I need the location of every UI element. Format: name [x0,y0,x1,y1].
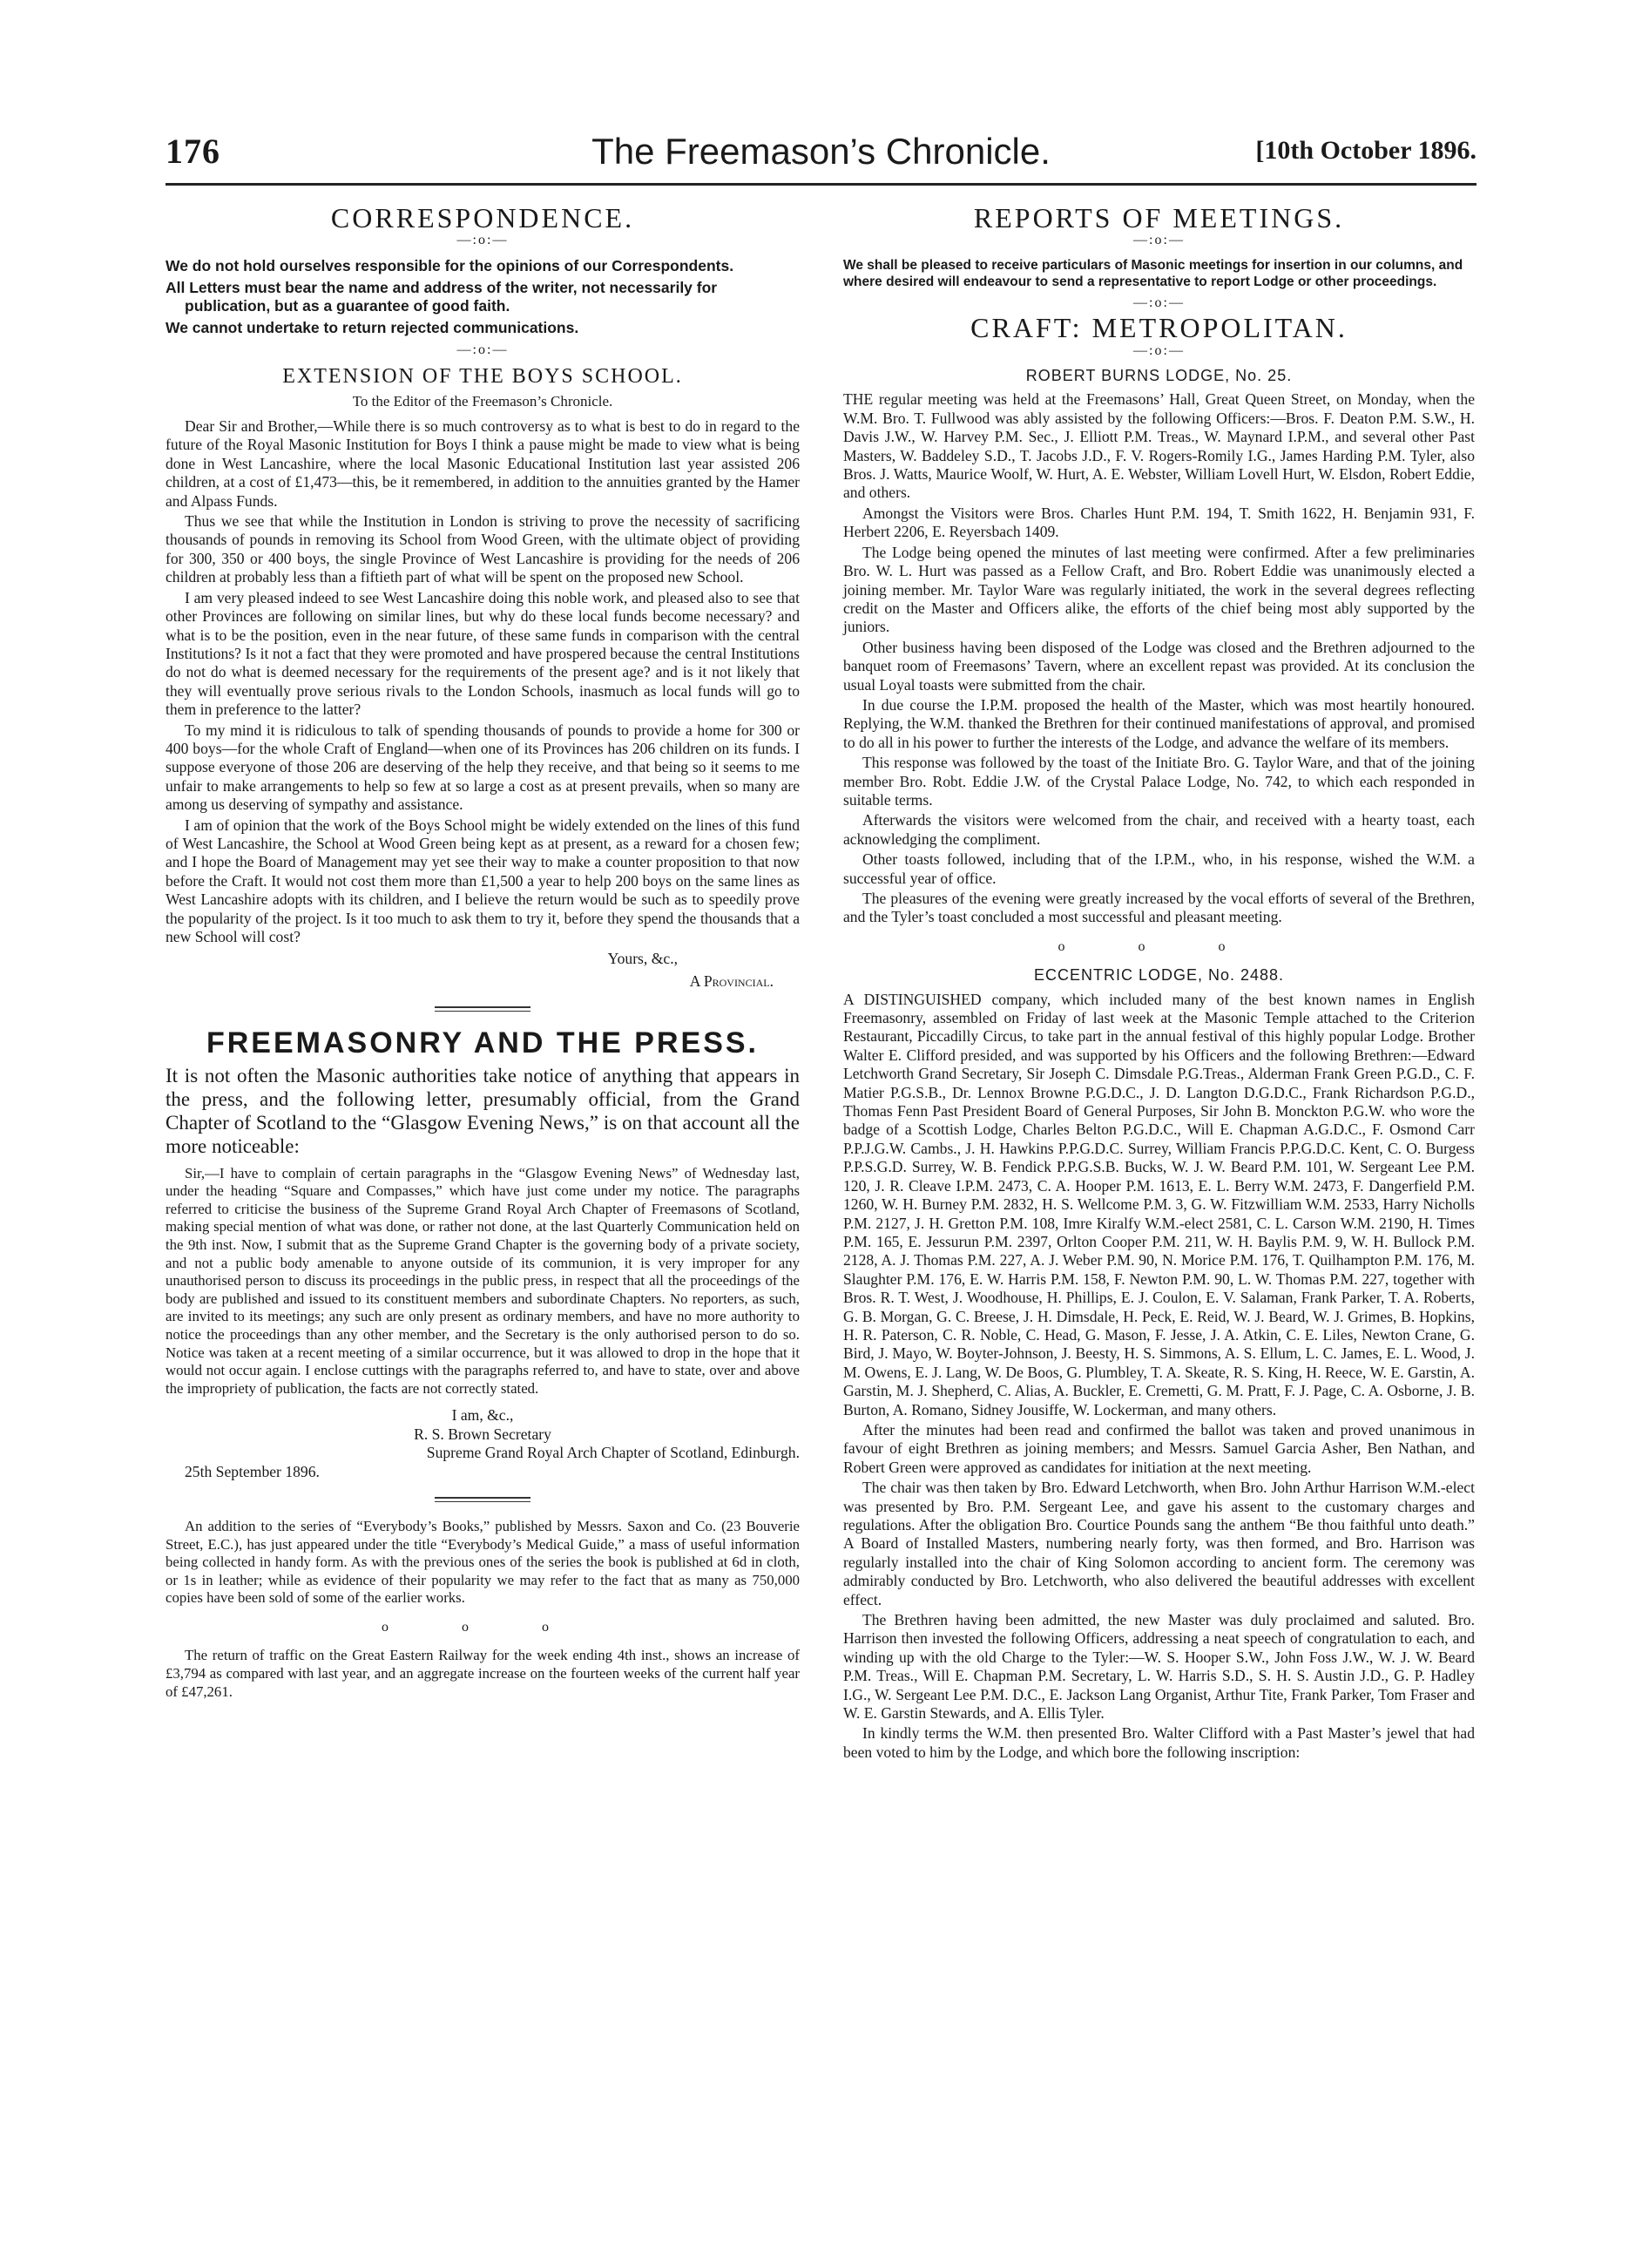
paragraph: The pleasures of the evening were greatly increased by the vocal efforts of several of the Brethren, and the Tyler’s toast concluded a most successful and pleasant meeting. [843,890,1475,926]
ornament: —:o:— [1133,295,1185,310]
reports-title: REPORTS OF MEETINGS. [973,202,1345,234]
right-column [843,202,1475,1764]
editorial-note: All Letters must bear the name and address of the writer, not necessarily for publication, but as a guarantee of good faith. [166,278,718,315]
extension-title: EXTENSION OF THE BOYS SCHOOL. [282,365,683,389]
editorial-note: We cannot undertake to return rejected communications. [166,318,579,336]
paragraph: The Brethren having been admitted, the new Master was duly proclaimed and saluted. Bro. Harrison then invested the following Officers, addressing a neat speech of congratulation to each, and winding up with the old Charge to the Tyler:—W. S. Hooper S.W., John Foss J.W., W. J. W. Beard P.M. Treas., Will E. Chapman P.M. Secretary, L. W. Harris S.D., S. H. S. Austin J.D., G. P. Hadley I.G., W. Sergeant Lee P.M. D.C., E. Jackson Lang Organist, Arthur Tite, Frank Parker, Tom Fraser and W. E. Garstin Stewards, and A. Ellis Tyler. [843,1611,1475,1723]
page-number: 176 [166,132,220,171]
signature: A Provincial. [689,972,774,990]
letter-body: Sir,—I have to complain of certain paragraphs in the “Glasgow Evening News” of Wednesday last, under the heading “Square and Compasses,” which have just come under my notice. The paragraphs referred to criticise the business of the Supreme Grand Royal Arch Chapter of Freemasons of Scotland, making special mention of what was done, or rather not done, at the last Quarterly Communication held on the 9th inst. Now, I submit that as the Supreme Grand Chapter is the governing body of a private society, and not a public body amenable to anyone outside of its communion, it is very improper for any unauthorised person to discuss its proceedings in the public press, in respect that all the proceedings of the body are published and issued to its constituent members and subordinate Chapters. No reporters, as such, are invited to its meetings; any such are only present as ordinary members, and have no more authority to notice the proceedings than any other member, and the Secretary is the only authorised person to do so. Notice was taken at a recent meeting of a similar occurrence, but it was allowed to drop in the hope that it would not occur again. I enclose cuttings with the paragraphs referred to, and have to state, over and above the impropriety of publication, the facts are not correctly stated. [166,1164,800,1397]
correspondence-title: CORRESPONDENCE. [330,202,635,234]
extension-subtitle: To the Editor of the Freemason’s Chronicle. [352,392,613,410]
masthead-title: The Freemason’s Chronicle. [591,131,1051,172]
ornament: —:o:— [1133,342,1185,358]
paragraph: Thus we see that while the Institution in London is striving to prove the necessity of sacrificing thousands of pounds in removing its School from Wood Green, with the ultimate object of providing for 300, 350 or 400 boys, the single Province of West Lancashire is providing for the needs of 206 children at probably less than a fiftieth part of what will be spent on the proposed new School. [166,512,800,586]
lodge-title: ROBERT BURNS LODGE, No. 25. [1025,367,1293,385]
paragraph: After the minutes had been read and confirmed the ballot was taken and proved unanimous in favour of eight Brethren as joining members; and Messrs. Samuel Garcia Asher, Ben Nathan, and Robert Green were approved as candidates for initiation at the next meeting. [843,1420,1475,1476]
paragraph: I am very pleased indeed to see West Lancashire doing this noble work, and pleased also to see that other Provinces are following on similar lines, but why do these local funds become necessary? and what is to be the position, even in the near future, of these same funds in comparison with the central Institutions? Is it not a fact that they were promoted and have prospered because the central Institutions do not do what is deemed necessary for the requirements of the present age? and is it not likely that they will eventually prove serious rivals to the London Schools, inasmuch as local funds will go to them in preference to the latter? [166,588,800,719]
paragraph: The return of traffic on the Great Eastern Railway for the week ending 4th inst., shows an increase of £3,794 as compared with last year, and an aggregate increase on the fourteen weeks of the current half year of £47,261. [166,1647,800,1700]
paragraph: An addition to the series of “Everybody’s Books,” published by Messrs. Saxon and Co. (23 Bouverie Street, E.C.), has just appeared under the title “Everybody’s Medical Guide,” a mass of useful information being collected in handy form. As with the previous ones of the series the book is published at 6d in cloth, or 1s in leather; while as evidence of their popularity we may refer to the fact that as many as 750,000 copies have been sold of some of the earlier works. [166,1517,800,1607]
ornament: —:o:— [1133,233,1185,248]
paragraph: A DISTINGUISHED company, which included many of the best known names in English Freemasonry, assembled on Friday of last week at the Masonic Temple attached to the Criterion Restaurant, Piccadilly Circus, to take part in the annual festival of this highly popular Lodge. Brother Walter E. Clifford presided, and was supported by his Officers and the following Brethren:—Edward Letchworth Grand Secretary, Sir Joseph C. Dimsdale P.G.Treas., Alderman Frank Green P.G.D., C. F. Matier P.G.S.B., Dr. Lennox Browne P.G.D.C., J. D. Langton D.G.D.C., Frank Richardson P.G.D., Thomas Fenn Past President Board of General Purposes, Sir John B. Monckton P.G.W. who wore the badge of a Scottish Lodge, Charles Belton P.G.D.C., Will E. Chapman A.G.D.C., F. Osmond Carr P.P.J.G.W. Cambs., J. H. Hawkins P.P.G.D.C. Surrey, William Francis P.P.G.D.C. Kent, C. O. Burgess P.P.S.G.D. Surrey, W. B. Fendick P.P.G.S.B. Bucks, W. J. W. Beard P.M. 101, W. Sergeant Lee P.M. 120, J. R. Cleave I.P.M. 2473, C. A. Hooper P.M. 1613, E. L. Berry W.M. 2473, F. Dangerfield P.M. 1260, W. H. Burney P.M. 2832, H. S. Wellcome P.M. 3, G. W. Fitzwilliam W.M. 2533, Harry Nicholls P.M. 2127, J. H. Gretton P.M. 108, Imre Kiralfy W.M.-elect 2581, C. L. Carson W.M. 2190, H. Times P.M. 165, E. Jessurun P.M. 2397, Orlton Cooper P.M. 211, W. H. Baylis P.M. 9, W. H. Bullock P.M. 2128, A. J. Thomas P.M. 227, A. J. Weber P.M. 90, N. Morice P.M. 176, T. Quilhampton P.M. 176, M. Slaughter P.M. 176, E. W. Harris P.M. 158, F. Newton P.M. 90, L. W. Thomas P.M. 227, together with Bros. R. T. West, J. Woodhouse, H. Phillips, E. J. Coulon, E. V. Salaman, Frank Parker, T. A. Roberts, G. B. Morgan, G. C. Breese, J. H. Dimsdale, H. Peck, E. Reid, W. J. Beard, W. J. Grimes, B. Hopkins, H. R. Paterson, C. R. Noble, C. Head, G. Mason, F. Jesse, J. A. Atkin, C. E. Liles, Newton Crane, G. Bird, J. Mayo, W. Boyter-Johnson, J. Beesty, H. S. Simmons, A. S. Ellum, L. C. James, E. L. Wood, J. M. Owens, E. J. Lang, W. De Boos, G. Plumbley, T. A. Skeate, R. S. King, H. Reece, W. E. Garstin, A. Garstin, M. J. Shepherd, C. Alias, A. Buckler, E. Cremetti, G. M. Pratt, F. J. Page, C. A. Osborne, J. B. Burton, A. Romano, Sidney Jousiffe, W. Lockerman, and many others. [843,990,1475,1418]
left-column [166,202,800,1703]
paragraph: In kindly terms the W.M. then presented Bro. Walter Clifford with a Past Master’s jewel that had been voted to him by the Lodge, and which bore the following inscription: [843,1724,1475,1761]
paragraph: The Lodge being opened the minutes of last meeting were confirmed. After a few preliminaries Bro. W. L. Hurt was passed as a Fellow Craft, and Bro. Robert Eddie was unanimously elected a joining member. Mr. Taylor Ware was regularly initiated, the work in the several degrees reflecting credit on the Master and Officers alike, the efforts of the chief being most ably supported by the juniors. [843,543,1475,636]
paragraph: Other toasts followed, including that of the I.P.M., who, in his response, wished the W.M. a successful year of office. [843,850,1475,887]
paragraph: Other business having been disposed of the Lodge was closed and the Brethren adjourned to the banquet room of Freemasons’ Tavern, where an excellent repast was provided. At its conclusion the usual Loyal toasts were submitted from the chair. [843,638,1475,694]
paragraph: To my mind it is ridiculous to talk of spending thousands of pounds to provide a home for 300 or 400 boys—for the whole Craft of England—when one of its Provinces has 206 children on its funds. I suppose everyone of those 206 are deserving of the help they receive, and that being so it seems to me unfair to make arrangements to help so few at so large a cost as at present prevails, when so many are among us deserving of sympathy and assistance. [166,721,800,814]
ornament: —:o:— [456,233,509,248]
ornament: —:o:— [456,342,509,357]
section-divider [435,1006,530,1012]
letter-signature: R. S. Brown Secretary [414,1425,551,1443]
paragraph: I am of opinion that the work of the Boys School might be widely extended on the lines of this fund of West Lancashire, the School at Wood Green being kept as at present, as a reward for a chosen few; and I hope the Board of Management may yet see their way to make a counter proposition to that now before the Craft. It would not cost them more than £1,500 a year to help 200 boys on the same lines as West Lancashire adopts with its children, and I believe the return would be such as to speedily prove the popularity of the project. Is it too much to ask them to try it, before they spend the thousands that a new School will cost? [166,816,800,945]
lodge-title: ECCENTRIC LODGE, No. 2488. [1033,966,1285,985]
paragraph: Amongst the Visitors were Bros. Charles Hunt P.M. 194, T. Smith 1622, H. Benjamin 931, F. Herbert 2206, E. Reyersbach 1409. [843,504,1475,541]
paragraph: In due course the I.P.M. proposed the health of the Master, which was most heartily honoured. Replying, the W.M. thanked the Brethren for their continued manifestations of approval, and promised to do all in his power to further the interests of the Lodge, and advance the welfare of its members. [843,695,1475,751]
paragraph: THE regular meeting was held at the Freemasons’ Hall, Great Queen Street, on Monday, when the W.M. Bro. T. Fullwood was ably assisted by the following Officers:—Bros. F. Deaton P.M. S.W., H. Davis J.W., W. Harvey P.M. Sec., J. Elliott P.M. Treas., W. Maynard I.P.M., and several other Past Masters, W. Baddeley S.D., T. Jacobs J.D., F. V. Rogers-Romily I.G., James Harding P.M. Tyler, also Bros. J. Watts, Maurice Woolf, W. Hurt, A. E. Webster, William Lovell Hurt, W. Elsdon, Robert Eddie, and others. [843,390,1475,502]
paragraph: This response was followed by the toast of the Initiate Bro. G. Taylor Ware, and that of the joining member Bro. Robt. Eddie J.W. of the Crystal Palace Lodge, No. 742, to which each responded in suitable terms. [843,754,1475,809]
letter-close: I am, &c., [451,1406,514,1425]
press-lead: It is not often the Masonic authorities take notice of anything that appears in the press, and the following letter, presumably official, from the Grand Chapter of Scotland to the “Glasgow Evening News,” is on that account all the more noticeable: [166,1064,800,1157]
craft-title: CRAFT: METROPOLITAN. [970,312,1348,344]
letter-organisation: Supreme Grand Royal Arch Chapter of Scotland, Edinburgh. [426,1444,800,1462]
section-divider [435,1497,530,1502]
paragraph: Dear Sir and Brother,—While there is so much controversy as to what is best to do in regard to the future of the Royal Masonic Institution for Boys I think a pause might be made to view what is being done in West Lancashire, where the local Masonic Educational Institution last year assisted 206 children, at a cost of £1,473—this, be it remembered, in addition to the annuities granted by the Hamer and Alpass Funds. [166,417,800,510]
letter-date: 25th September 1896. [185,1462,320,1480]
page-header [166,131,1476,183]
ornament-ooo: o o o [1058,938,1260,954]
header-rule [166,183,1476,186]
issue-date: [10th October 1896. [1255,136,1476,165]
closing: Yours, &c., [607,950,678,968]
paragraph: The chair was then taken by Bro. Edward Letchworth, when Bro. John Arthur Harrison W.M.-elect was presented by Bro. P.M. Sergeant Lee, and gave his assent to the customary charges and regulations. After the obligation Bro. Courtice Pounds sang the anthem “Be thou faithful unto death.” A Board of Installed Masters, numbering nearly forty, was then formed, and Bro. Harrison was regularly installed into the chair of King Solomon according to ancient form. The ceremony was admirably conducted by Bro. Letchworth, who also delivered the beautiful addresses with excellent effect. [843,1479,1475,1608]
editorial-note: We shall be pleased to receive particulars of Masonic meetings for insertion in our columns, and where desired will endeavour to send a representative to report Lodge or other proceedings. [843,257,1463,289]
editorial-note: We do not hold ourselves responsible for the opinions of our Correspondents. [166,256,734,274]
press-title: FREEMASONRY AND THE PRESS. [206,1026,760,1060]
paragraph: Afterwards the visitors were welcomed from the chair, and received with a hearty toast, each acknowledging the compliment. [843,811,1475,848]
ornament-ooo: o o o [382,1619,584,1635]
